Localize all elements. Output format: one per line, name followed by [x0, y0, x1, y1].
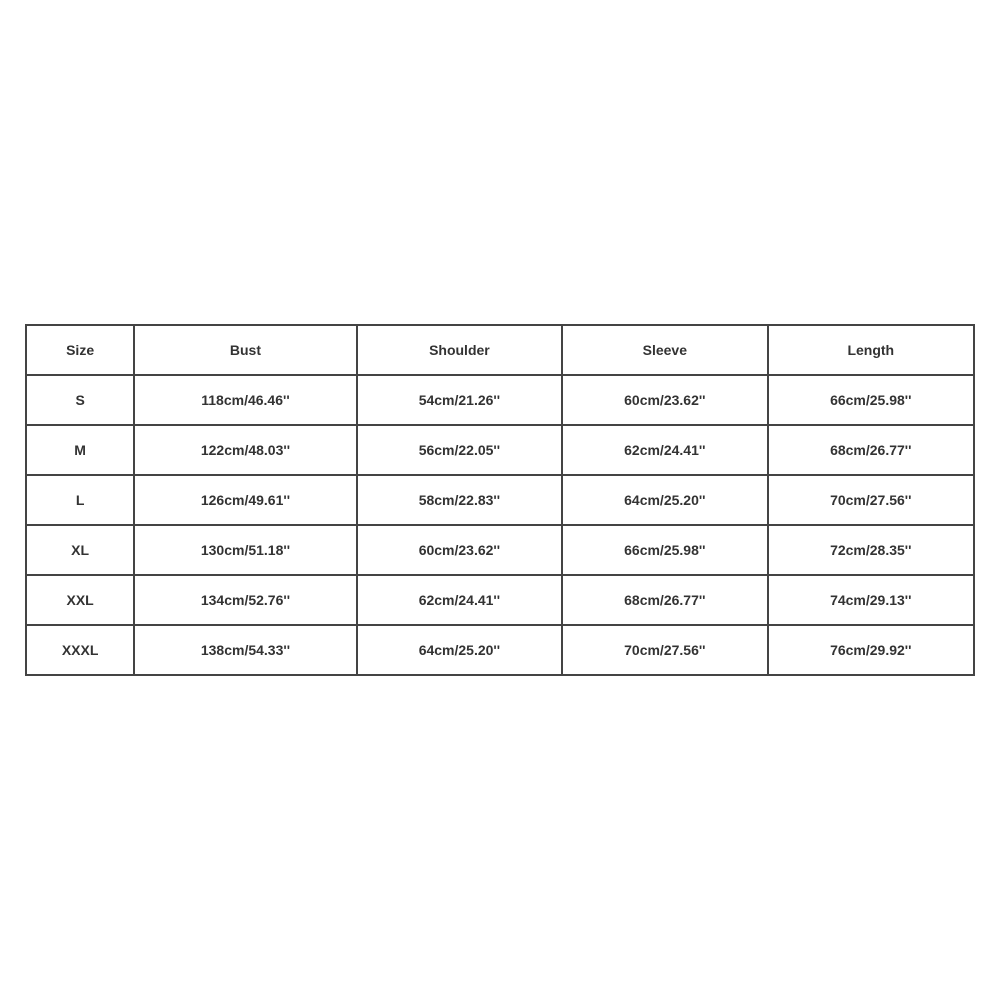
table-row [26, 475, 974, 525]
cell-size: S [26, 375, 134, 425]
table-row [26, 575, 974, 625]
cell-sleeve: 62cm/24.41'' [562, 425, 767, 475]
cell-size: XXXL [26, 625, 134, 675]
cell-shoulder: 64cm/25.20'' [357, 625, 562, 675]
cell-length: 66cm/25.98'' [768, 375, 974, 425]
cell-shoulder: 60cm/23.62'' [357, 525, 562, 575]
cell-sleeve: 64cm/25.20'' [562, 475, 767, 525]
cell-sleeve: 60cm/23.62'' [562, 375, 767, 425]
cell-bust: 130cm/51.18'' [134, 525, 356, 575]
cell-shoulder: 62cm/24.41'' [357, 575, 562, 625]
cell-bust: 134cm/52.76'' [134, 575, 356, 625]
cell-sleeve: 68cm/26.77'' [562, 575, 767, 625]
cell-length: 70cm/27.56'' [768, 475, 974, 525]
size-chart-table [25, 324, 975, 676]
header-shoulder: Shoulder [357, 325, 562, 375]
table-row [26, 425, 974, 475]
cell-size: L [26, 475, 134, 525]
cell-shoulder: 54cm/21.26'' [357, 375, 562, 425]
cell-bust: 138cm/54.33'' [134, 625, 356, 675]
header-sleeve: Sleeve [562, 325, 767, 375]
cell-length: 74cm/29.13'' [768, 575, 974, 625]
cell-sleeve: 70cm/27.56'' [562, 625, 767, 675]
header-bust: Bust [134, 325, 356, 375]
cell-length: 68cm/26.77'' [768, 425, 974, 475]
table-header-row [26, 325, 974, 375]
cell-shoulder: 58cm/22.83'' [357, 475, 562, 525]
cell-size: XXL [26, 575, 134, 625]
table-row [26, 525, 974, 575]
header-length: Length [768, 325, 974, 375]
cell-bust: 122cm/48.03'' [134, 425, 356, 475]
cell-size: M [26, 425, 134, 475]
cell-bust: 118cm/46.46'' [134, 375, 356, 425]
cell-bust: 126cm/49.61'' [134, 475, 356, 525]
cell-sleeve: 66cm/25.98'' [562, 525, 767, 575]
cell-length: 76cm/29.92'' [768, 625, 974, 675]
table-row [26, 375, 974, 425]
cell-shoulder: 56cm/22.05'' [357, 425, 562, 475]
cell-size: XL [26, 525, 134, 575]
table-row [26, 625, 974, 675]
cell-length: 72cm/28.35'' [768, 525, 974, 575]
header-size: Size [26, 325, 134, 375]
